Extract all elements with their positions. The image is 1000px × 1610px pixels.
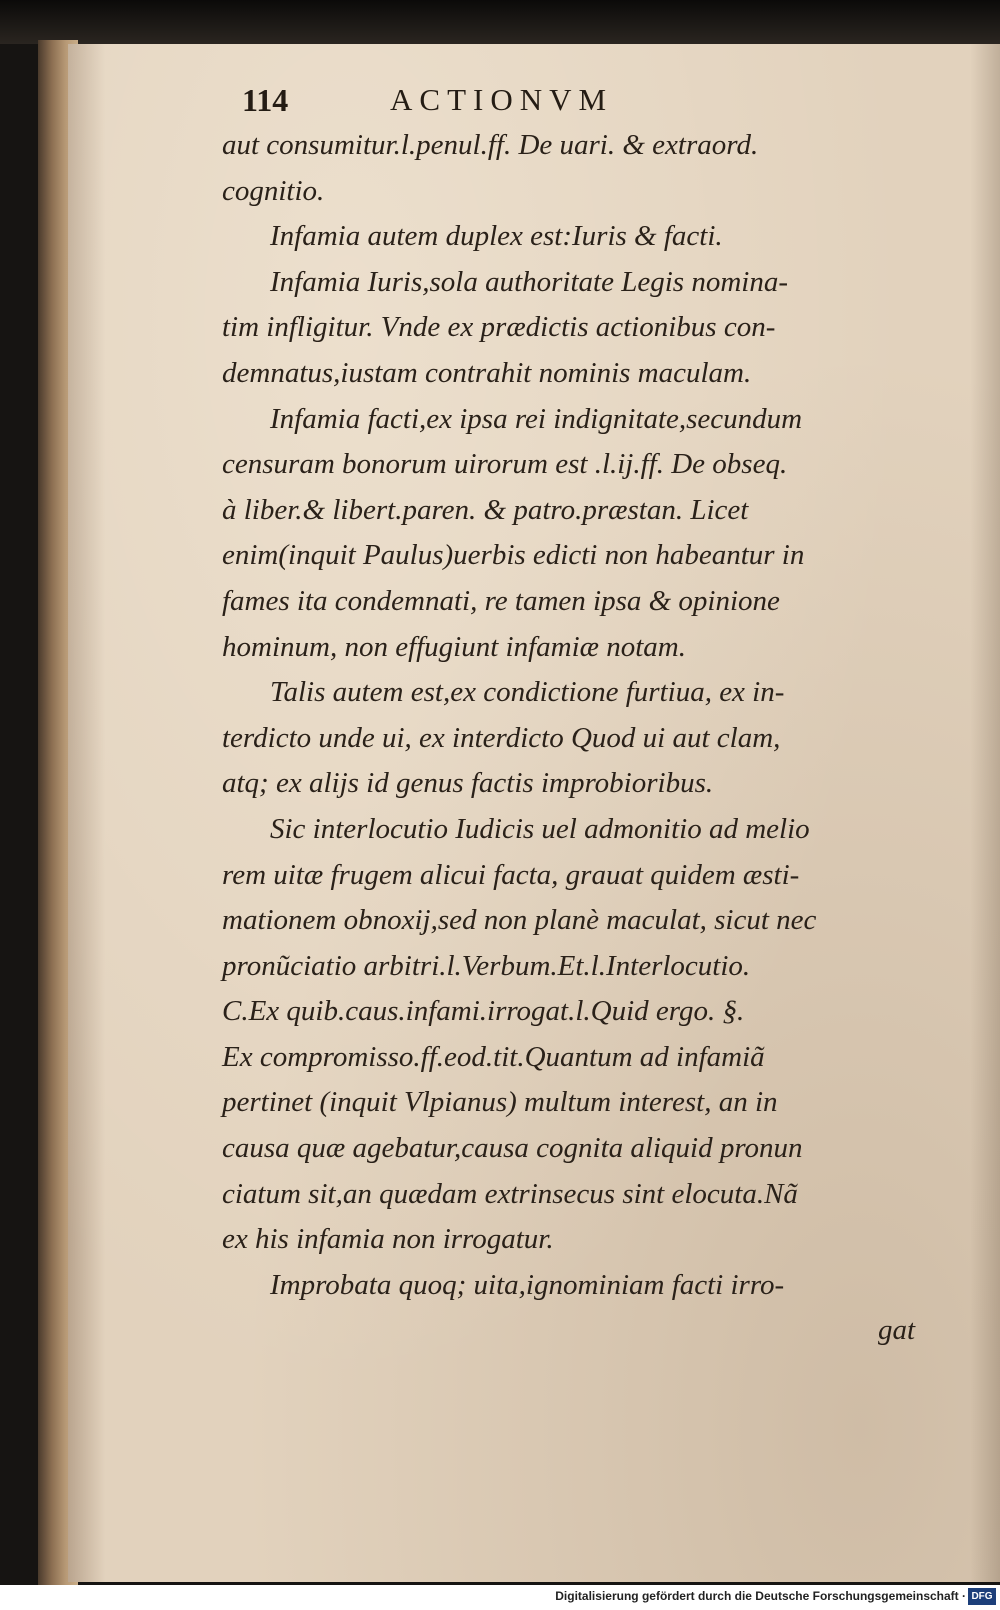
text-line: demnatus,iustam contrahit nominis maculam. [222, 356, 752, 389]
page-number: 114 [242, 82, 289, 118]
text-line: à liber.& libert.paren. & patro.præstan. Licet [222, 493, 749, 526]
text-line: atq; ex alijs id genus factis improbioribus. [222, 767, 714, 800]
text-line: aut consumitur.l.penul.ff. De uari. & extraord. [222, 129, 759, 161]
text-line: mationem obnoxij,sed non planè maculat, sicut nec [222, 904, 817, 937]
text-line: ciatum sit,an quædam extrinsecus sint elocuta.Nã [222, 1177, 798, 1210]
text-line: Talis autem est,ex condictione furtiua, ex in- [270, 676, 785, 709]
running-head: ACTIONVM [390, 82, 614, 117]
text-line: Infamia facti,ex ipsa rei indignitate,secundum [270, 402, 803, 435]
text-line: Ex compromisso.ff.eod.tit.Quantum ad infamiã [222, 1040, 765, 1073]
text-line: fames ita condemnati, re tamen ipsa & opinione [222, 584, 780, 617]
text-line: hominum, non effugiunt infamiæ notam. [222, 630, 686, 663]
text-line: pertinet (inquit Vlpianus) multum interest, an in [222, 1086, 778, 1119]
text-line: tim infligitur. Vnde ex prædictis actionibus con- [222, 311, 776, 344]
funding-credit: Digitalisierung gefördert durch die Deutsche Forschungsgemeinschaft · [555, 1589, 966, 1603]
dfg-logo-icon: DFG [968, 1588, 996, 1605]
page-header [242, 78, 882, 128]
scan-background-top [0, 0, 1000, 44]
text-line: pronũciatio arbitri.l.Verbum.Et.l.Interlocutio. [222, 949, 751, 982]
text-line: causa quæ agebatur,causa cognita aliquid pronun [222, 1132, 803, 1165]
text-line: Improbata quoq; uita,ignominiam facti irro- [270, 1268, 785, 1301]
text-line: censuram bonorum uirorum est .l.ij.ff. De obseq. [222, 448, 788, 481]
text-line: Infamia autem duplex est:Iuris & facti. [270, 220, 723, 253]
page-shadow [970, 44, 1000, 1582]
text-line: enim(inquit Paulus)uerbis edicti non habeantur in [222, 539, 805, 572]
body-text [222, 123, 927, 1354]
text-line: terdicto unde ui, ex interdicto Quod ui aut clam, [222, 721, 781, 754]
catchword: gat [877, 1314, 915, 1347]
text-line: ex his infamia non irrogatur. [222, 1223, 554, 1256]
digitization-footer [0, 1585, 1000, 1610]
text-line: cognitio. [222, 174, 325, 207]
text-line: C.Ex quib.caus.infami.irrogat.l.Quid ergo. §. [222, 995, 745, 1028]
text-line: Infamia Iuris,sola authoritate Legis nomina- [270, 265, 788, 298]
text-line: Sic interlocutio Iudicis uel admonitio ad melio [270, 812, 810, 845]
text-line: rem uitæ frugem alicui facta, grauat quidem æsti- [222, 858, 800, 891]
